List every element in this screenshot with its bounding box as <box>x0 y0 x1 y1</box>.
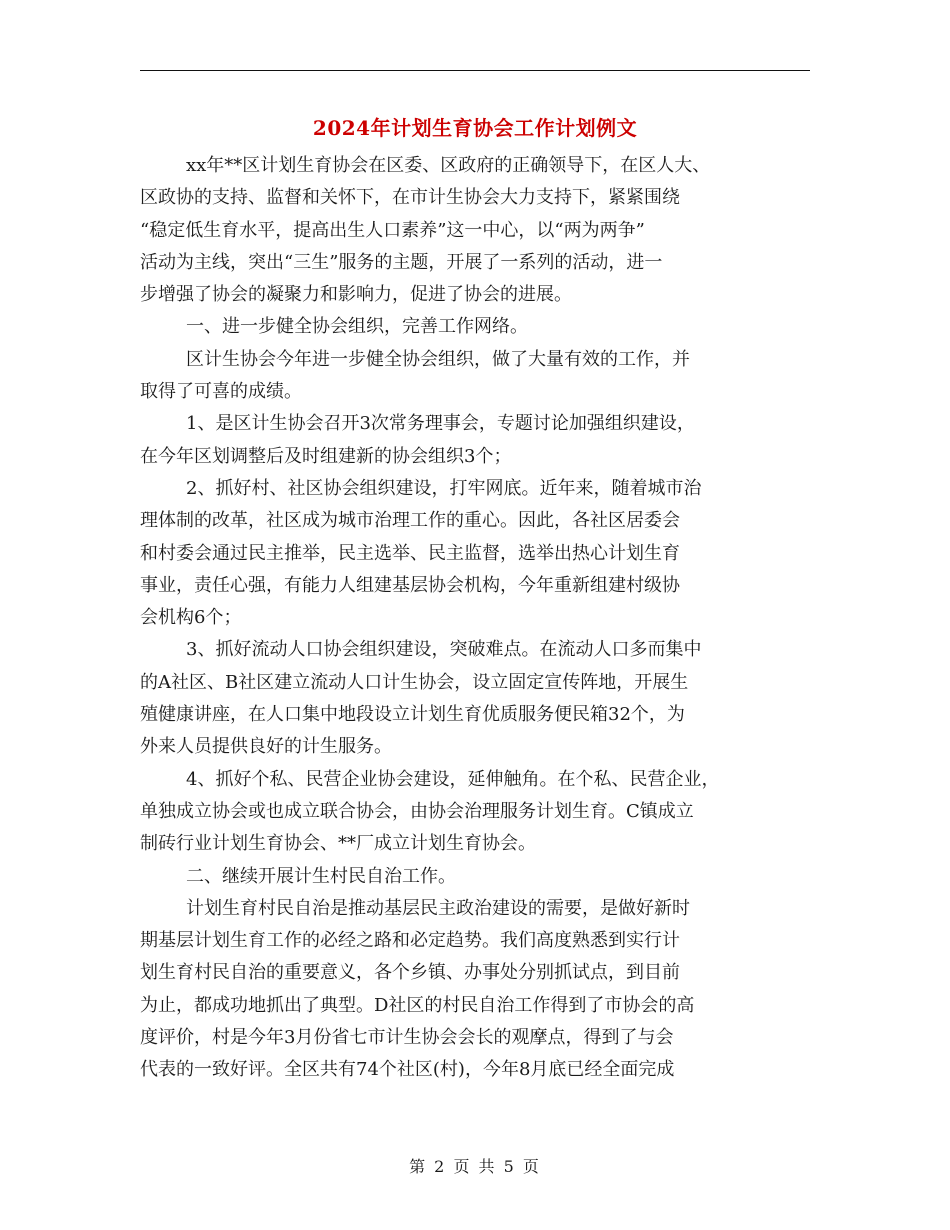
body-line: 步增强了协会的凝聚力和影响力，促进了协会的进展。 <box>140 284 572 306</box>
body-line: 为止，都成功地抓出了典型。D社区的村民自治工作得到了市协会的高 <box>140 994 695 1016</box>
body-line: 单独成立协会或也成立联合协会，由协会治理服务计划生育。C镇成立 <box>140 800 694 822</box>
page-number: 第 2 页 共 5 页 <box>409 1157 541 1176</box>
body-line: 事业，责任心强，有能力人组建基层协会机构，今年重新组建村级协 <box>140 574 680 596</box>
body-line: xx年**区计划生育协会在区委、区政府的正确领导下，在区人大、 <box>186 155 711 176</box>
body-line: 代表的一致好评。全区共有74个社区(村)，今年8月底已经全面完成 <box>140 1059 675 1081</box>
body-line: 计划生育村民自治是推动基层民主政治建设的需要，是做好新时 <box>186 897 690 919</box>
body-line: 1、是区计生协会召开3次常务理事会，专题讨论加强组织建设， <box>186 413 695 435</box>
header-rule <box>140 70 810 71</box>
body-line: 和村委会通过民主推举，民主选举、民主监督，选举出热心计划生育 <box>140 542 680 564</box>
body-line: 2、抓好村、社区协会组织建设，打牢网底。近年来，随着城市治 <box>186 477 702 499</box>
body-line: 二、继续开展计生村民自治工作。 <box>186 865 456 887</box>
body-line: 活动为主线，突出“三生”服务的主题，开展了一系列的活动，进一 <box>140 251 663 273</box>
body-line: 会机构6个； <box>140 607 242 629</box>
document-title: 2024年计划生育协会工作计划例文 <box>312 116 638 140</box>
body-line: 理体制的改革，社区成为城市治理工作的重心。因此，各社区居委会 <box>140 510 680 532</box>
body-line: 区政协的支持、监督和关怀下，在市计生协会大力支持下，紧紧围绕 <box>140 187 680 209</box>
body-line: 一、进一步健全协会组织，完善工作网络。 <box>186 316 528 338</box>
body-line: 取得了可喜的成绩。 <box>140 381 302 403</box>
body-line: 外来人员提供良好的计生服务。 <box>140 736 392 758</box>
body-line: 区计生协会今年进一步健全协会组织，做了大量有效的工作，并 <box>186 348 690 370</box>
body-line: 划生育村民自治的重要意义，各个乡镇、办事处分别抓试点，到目前 <box>140 962 680 984</box>
body-line: 期基层计划生育工作的必经之路和必定趋势。我们高度熟悉到实行计 <box>140 930 680 952</box>
body-line: 制砖行业计划生育协会、**厂成立计划生育协会。 <box>140 833 536 855</box>
body-line: 的A社区、B社区建立流动人口计生协会，设立固定宣传阵地，开展生 <box>140 671 689 693</box>
body-line: 3、抓好流动人口协会组织建设，突破难点。在流动人口多而集中 <box>186 639 702 661</box>
body-line: 殖健康讲座，在人口集中地段设立计划生育优质服务便民箱32个，为 <box>140 704 685 726</box>
document-body <box>140 150 810 1087</box>
body-line: “稳定低生育水平，提高出生人口素养”这一中心，以“两为两争” <box>140 219 645 241</box>
body-line: 4、抓好个私、民营企业协会建设，延伸触角。在个私、民营企业， <box>186 768 720 790</box>
body-line: 在今年区划调整后及时组建新的协会组织3个； <box>140 445 512 467</box>
body-line: 度评价，村是今年3月份省七市计生协会会长的观摩点，得到了与会 <box>140 1027 674 1049</box>
